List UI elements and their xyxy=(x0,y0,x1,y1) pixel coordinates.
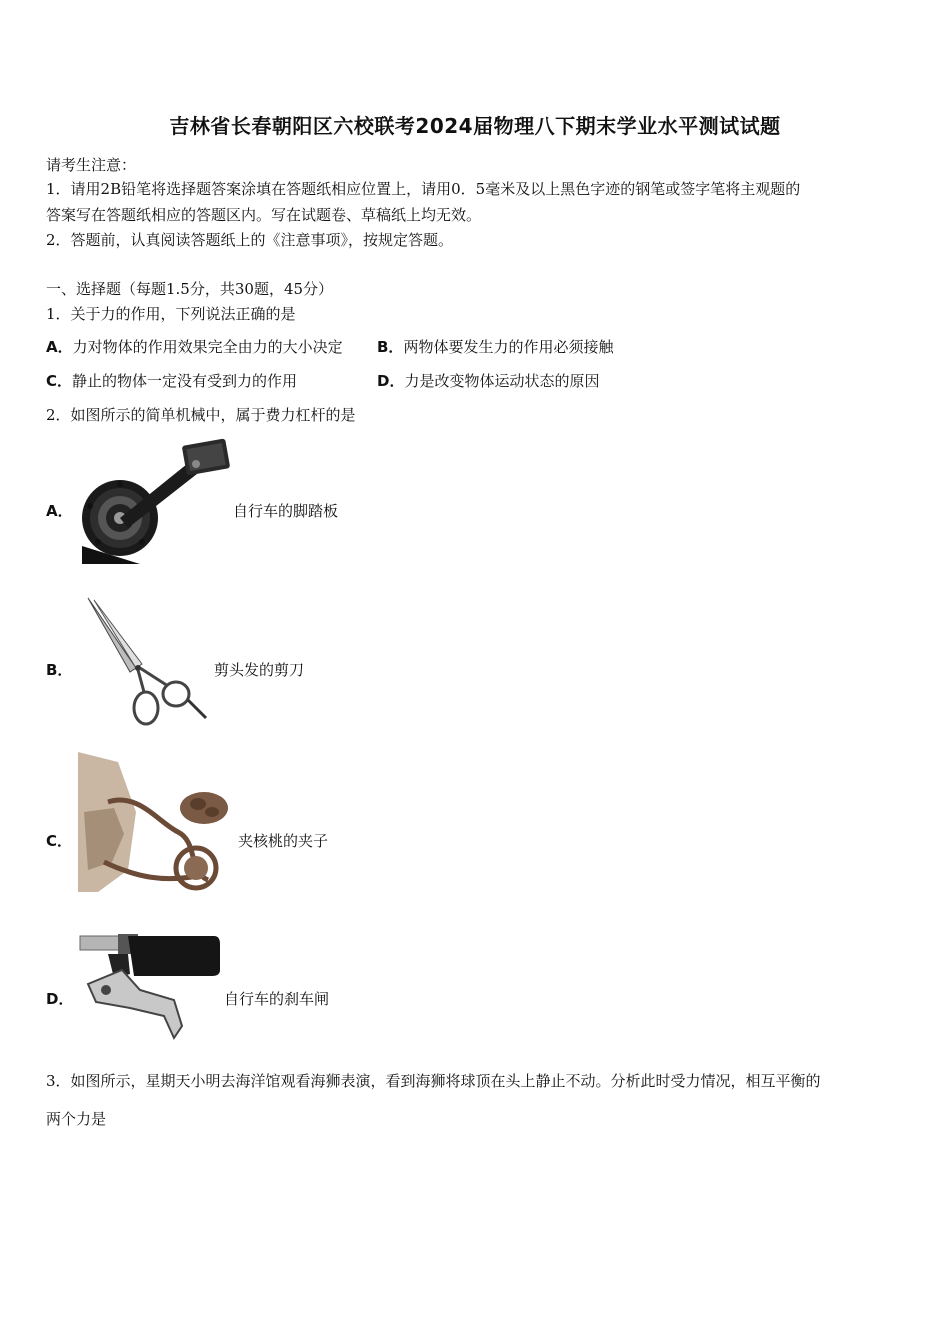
q2-option-a-caption: 自行车的脚踏板 xyxy=(233,502,339,520)
option-text: 力是改变物体运动状态的原因 xyxy=(404,372,600,390)
q2-option-a-letter: A． xyxy=(46,502,73,520)
option-text: 力对物体的作用效果完全由力的大小决定 xyxy=(72,338,343,356)
option-text: 两物体要发生力的作用必须接触 xyxy=(403,338,614,356)
q1-option-a xyxy=(46,336,343,357)
question-2-stem: 2．如图所示的简单机械中，属于费力杠杆的是 xyxy=(46,406,356,424)
notice-heading: 请考生注意： xyxy=(46,156,137,174)
q1-option-b xyxy=(377,336,613,357)
option-letter: D． xyxy=(377,372,405,390)
q1-option-c xyxy=(46,370,297,391)
notice-item-2: 2．答题前，认真阅读答题纸上的《注意事项》，按规定答题。 xyxy=(46,231,454,249)
option-letter: C． xyxy=(46,372,73,390)
q2-option-c-letter: C． xyxy=(46,832,73,850)
walnut-cracker-icon xyxy=(78,752,238,894)
hair-scissors-icon xyxy=(84,596,210,730)
question-3-stem-line-2: 两个力是 xyxy=(46,1110,107,1128)
q2-option-b-caption: 剪头发的剪刀 xyxy=(214,661,305,679)
option-letter: B． xyxy=(377,338,404,356)
section-heading: 一、选择题（每题1.5分，共30题，45分） xyxy=(46,280,334,298)
q2-option-d-letter: D． xyxy=(46,990,74,1008)
q2-option-c-caption: 夹核桃的夹子 xyxy=(238,832,329,850)
bicycle-pedal-crank-icon xyxy=(80,436,232,566)
option-text: 静止的物体一定没有受到力的作用 xyxy=(72,372,298,390)
option-letter: A． xyxy=(46,338,73,356)
question-3-stem-line-1: 3．如图所示，星期天小明去海洋馆观看海狮表演，看到海狮将球顶在头上静止不动。分析此时受力情况，相互平衡的 xyxy=(46,1072,821,1090)
notice-item-1-line-1: 1．请用2B铅笔将选择题答案涂填在答题纸相应位置上，请用0．5毫米及以上黑色字迹的钢笔或签字笔将主观题的 xyxy=(46,180,801,198)
notice-item-1-line-2: 答案写在答题纸相应的答题区内。写在试题卷、草稿纸上均无效。 xyxy=(46,206,482,224)
page-title: 吉林省长春朝阳区六校联考2024届物理八下期末学业水平测试试题 xyxy=(169,114,781,138)
q1-option-d xyxy=(377,370,599,391)
q2-option-d-caption: 自行车的刹车闸 xyxy=(224,990,330,1008)
bicycle-brake-lever-icon xyxy=(78,930,223,1042)
question-1-stem: 1．关于力的作用，下列说法正确的是 xyxy=(46,305,296,323)
q2-option-b-letter: B． xyxy=(46,661,73,679)
question-3-stem xyxy=(46,1062,916,1138)
